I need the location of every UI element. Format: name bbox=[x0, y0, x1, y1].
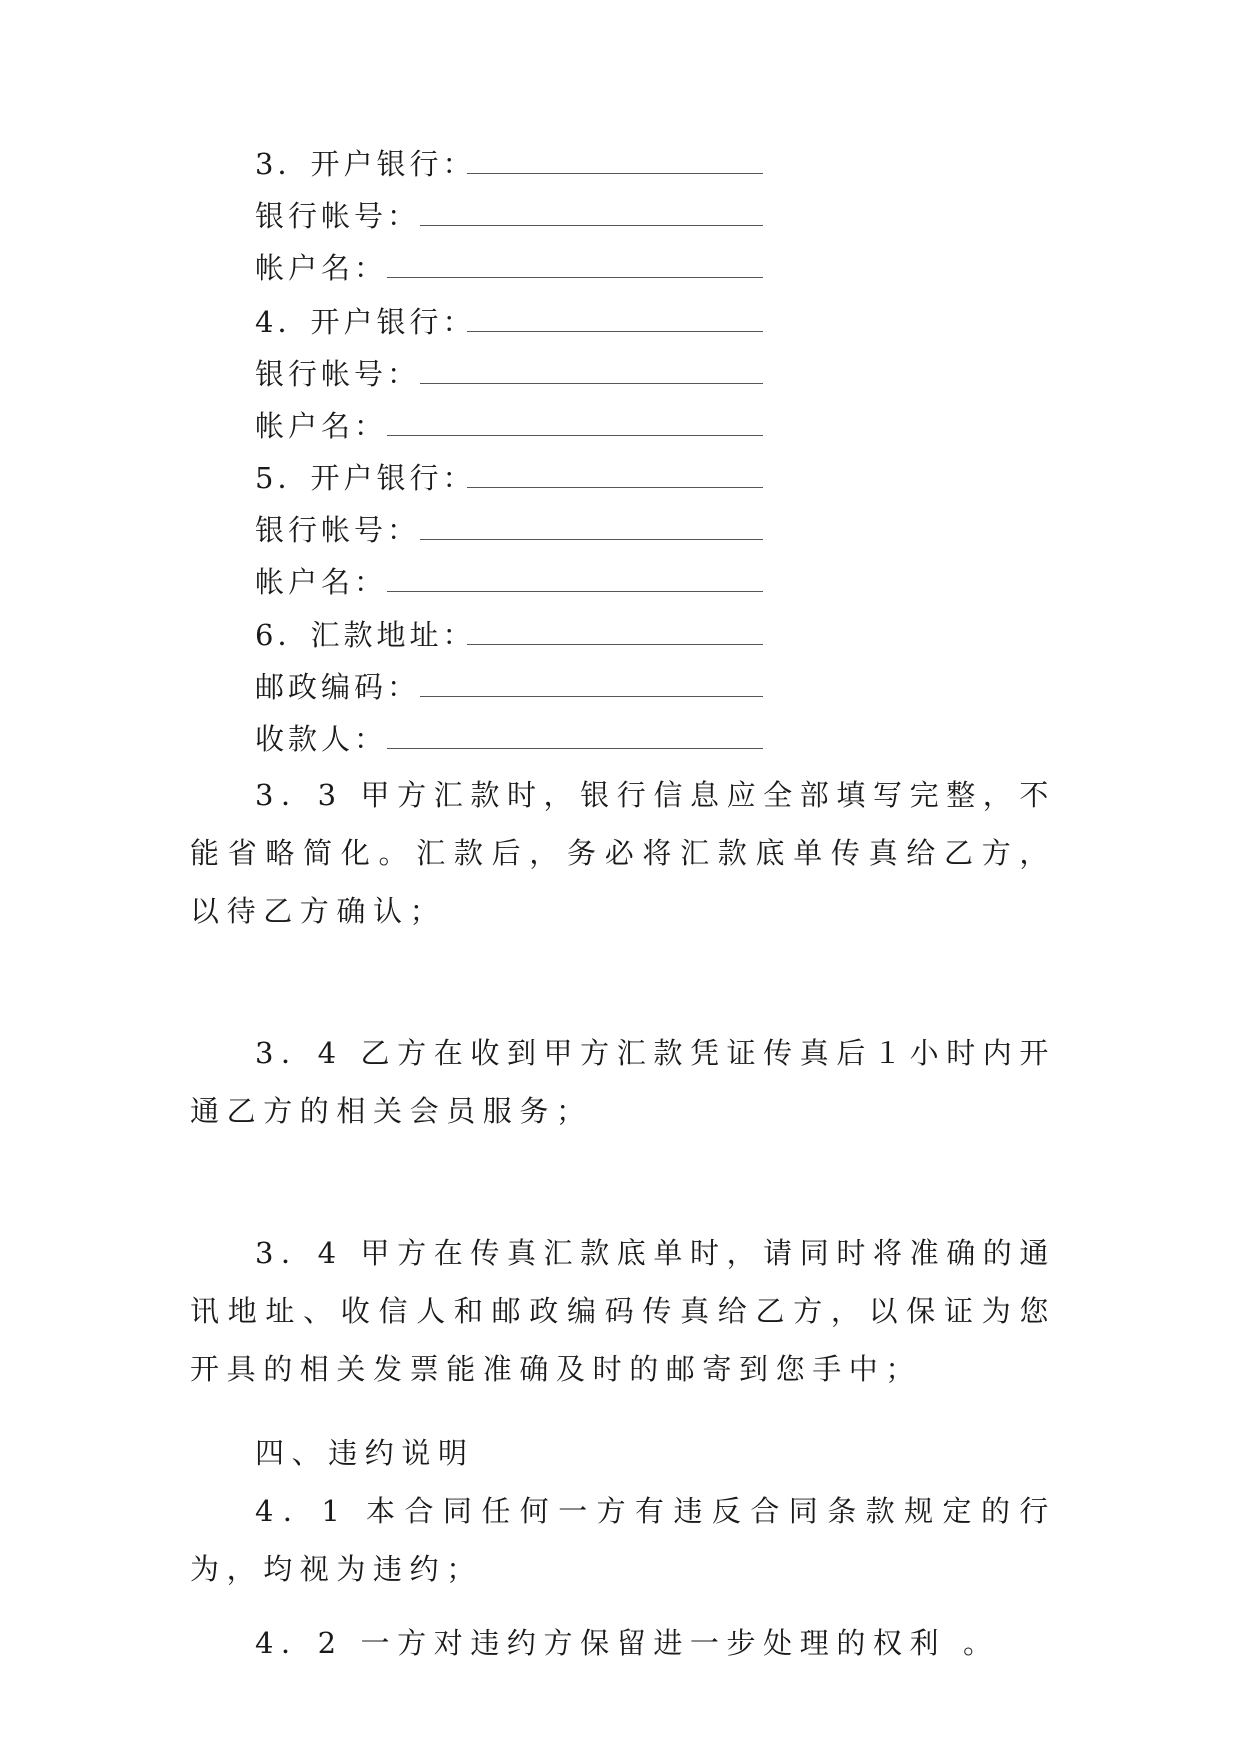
account-name-field-4 bbox=[255, 404, 387, 448]
bank-account-field-5 bbox=[255, 508, 420, 552]
field-label: 收款人： bbox=[255, 722, 388, 756]
clause-4-2: 4．2 一方对违约方保留进一步处理的权利 。 bbox=[255, 1626, 1000, 1660]
blank-underline[interactable] bbox=[420, 383, 763, 384]
blank-underline[interactable] bbox=[420, 225, 763, 226]
account-name-field-5 bbox=[255, 560, 387, 604]
blank-underline[interactable] bbox=[387, 435, 763, 436]
field-label: 6．汇款地址： bbox=[255, 618, 476, 652]
clause-3-4-activation: 3．4 乙方在收到甲方汇款凭证传真后１小时内开通乙方的相关会员服务； bbox=[190, 1036, 1056, 1128]
bank-name-field-5 bbox=[255, 456, 475, 500]
field-label: 帐户名： bbox=[255, 409, 388, 443]
clause-3-4-fax: 3．4 甲方在传真汇款底单时，请同时将准确的通讯地址、收信人和邮政编码传真给乙方，以保证为您开具的相关发票能准确及时的邮寄到您手中； bbox=[190, 1236, 1056, 1386]
blank-underline[interactable] bbox=[467, 173, 763, 174]
bank-name-field-3 bbox=[255, 142, 475, 186]
blank-underline[interactable] bbox=[467, 644, 763, 645]
section-heading-breach: 四、违约说明 bbox=[255, 1436, 475, 1470]
clause-3-3: 3．3 甲方汇款时，银行信息应全部填写完整，不能省略简化。汇款后，务必将汇款底单传真给乙方，以待乙方确认； bbox=[190, 778, 1056, 928]
blank-underline[interactable] bbox=[467, 331, 763, 332]
blank-underline[interactable] bbox=[387, 748, 763, 749]
field-label: 银行帐号： bbox=[255, 199, 421, 233]
clause-4-1: 4．1 本合同任何一方有违反合同条款规定的行为，均视为违约； bbox=[190, 1494, 1056, 1586]
blank-underline[interactable] bbox=[387, 591, 763, 592]
payee-field bbox=[255, 717, 387, 761]
postal-code-field bbox=[255, 665, 420, 709]
field-label: 银行帐号： bbox=[255, 357, 421, 391]
blank-underline[interactable] bbox=[387, 277, 763, 278]
field-label: 邮政编码： bbox=[255, 670, 421, 704]
blank-underline[interactable] bbox=[420, 539, 763, 540]
account-name-field-3 bbox=[255, 246, 387, 290]
field-label: 4．开户银行： bbox=[255, 305, 476, 339]
field-label: 银行帐号： bbox=[255, 513, 421, 547]
bank-name-field-4 bbox=[255, 300, 475, 344]
field-label: 帐户名： bbox=[255, 251, 388, 285]
blank-underline[interactable] bbox=[467, 487, 763, 488]
bank-account-field-4 bbox=[255, 352, 420, 396]
field-label: 帐户名： bbox=[255, 565, 388, 599]
blank-underline[interactable] bbox=[420, 696, 763, 697]
remit-address-field bbox=[255, 613, 475, 657]
field-label: 5．开户银行： bbox=[255, 461, 476, 495]
field-label: 3．开户银行： bbox=[255, 147, 476, 181]
bank-account-field-3 bbox=[255, 194, 420, 238]
